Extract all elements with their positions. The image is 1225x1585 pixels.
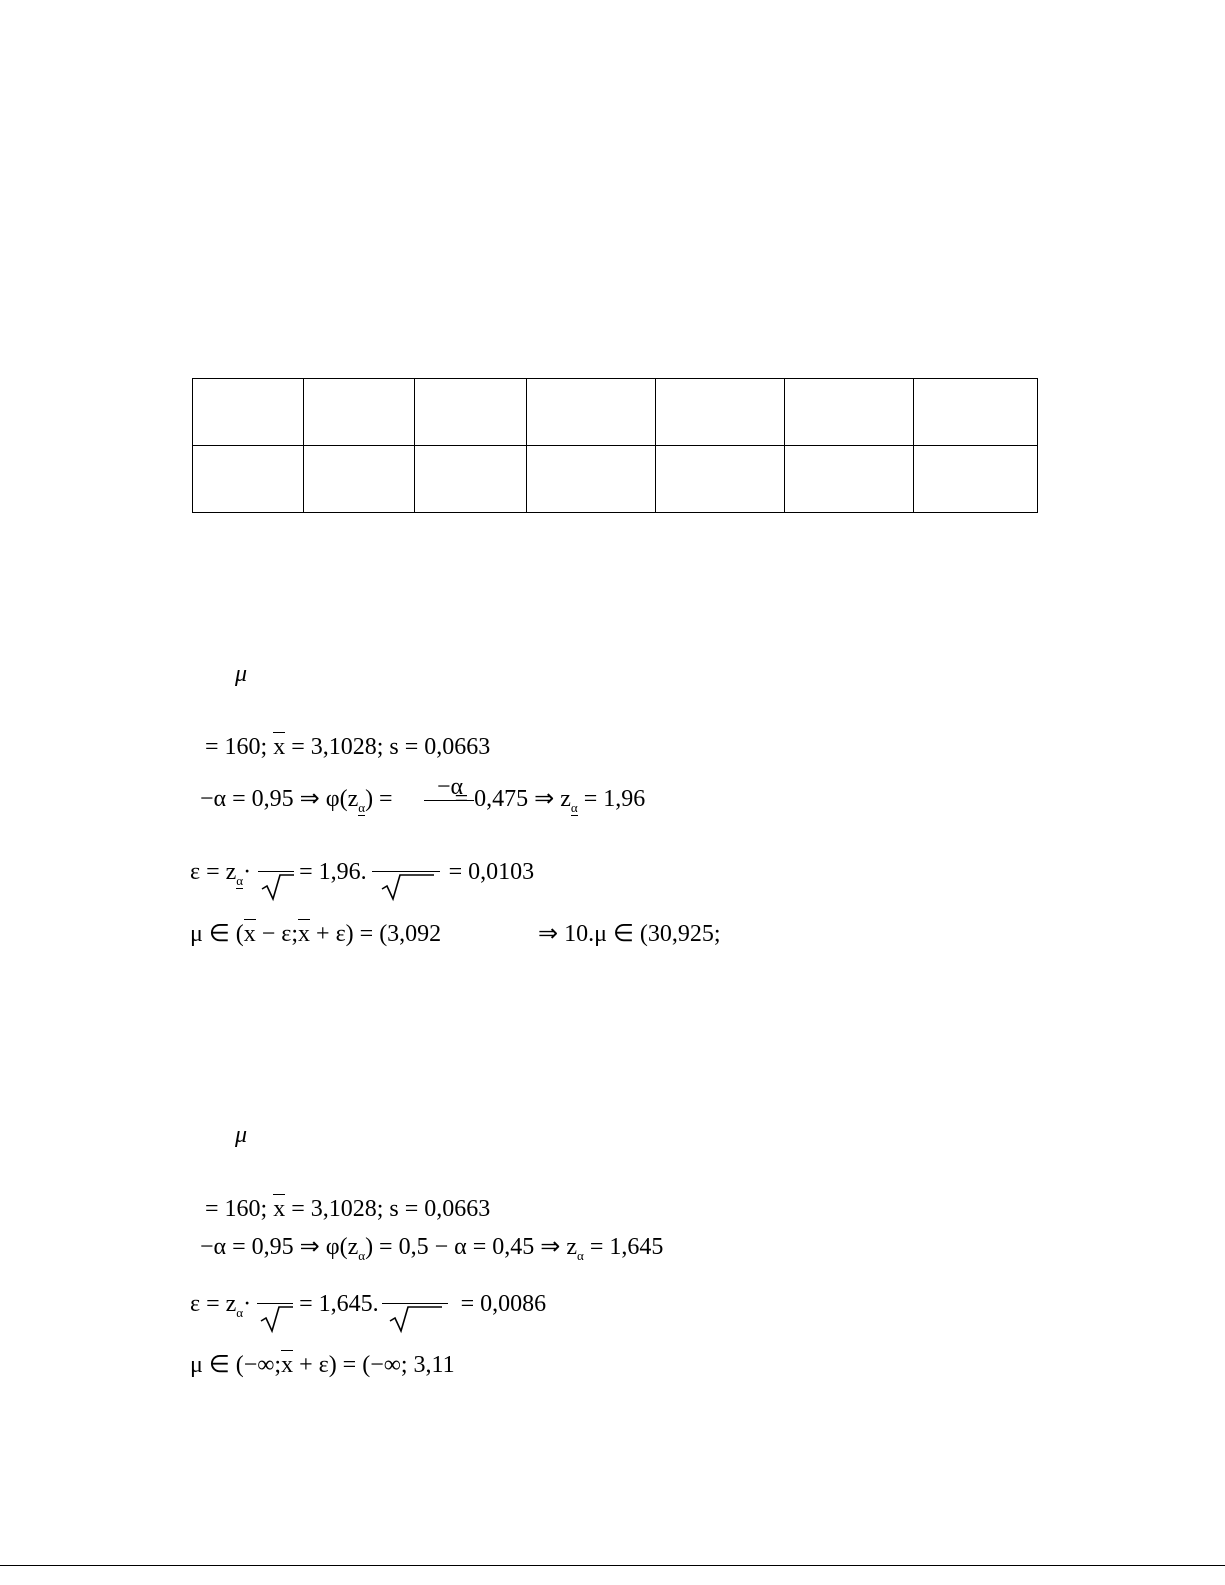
- fraction-numerator: −α: [437, 774, 464, 800]
- sqrt-icon: [380, 872, 436, 902]
- formula-part: = 160;: [205, 1196, 268, 1222]
- table-cell: [415, 446, 527, 513]
- table-cell: [785, 379, 914, 446]
- formula-critical-value: [200, 1235, 663, 1262]
- table-cell: [914, 446, 1038, 513]
- formula-part: −α = 0,95 ⇒ φ(z: [200, 786, 359, 812]
- formula-part: ε = z: [190, 859, 237, 885]
- formula-interval: [190, 922, 441, 946]
- x-bar: x: [273, 1196, 286, 1222]
- table-cell: [914, 379, 1038, 446]
- formula-part: = 0,475 ⇒ z: [454, 786, 571, 812]
- subscript: α: [358, 1247, 366, 1263]
- table-cell: [785, 446, 914, 513]
- table-cell: [304, 446, 415, 513]
- table-cell: [656, 379, 785, 446]
- subscript: α: [358, 799, 366, 815]
- formula-part: ·: [243, 1291, 252, 1317]
- data-table: [192, 378, 1038, 513]
- formula-part: μ ∈ (: [190, 921, 244, 947]
- table-cell: [527, 379, 656, 446]
- x-bar: x: [298, 921, 311, 947]
- formula-part: = 160;: [205, 734, 268, 760]
- mu-symbol: μ: [235, 661, 248, 687]
- fraction-bar: [424, 800, 474, 801]
- formula-critical-value: [200, 787, 645, 814]
- table-cell: [415, 379, 527, 446]
- subscript: α: [236, 1304, 244, 1320]
- formula-part: = 0,0086: [460, 1291, 547, 1317]
- sqrt-icon: [260, 872, 296, 902]
- table-row: [193, 379, 1038, 446]
- formula-part: ) =: [365, 786, 393, 812]
- formula-epsilon: [190, 860, 534, 887]
- formula-part: μ ∈ (−∞;: [190, 1352, 282, 1378]
- mu-symbol: μ: [235, 1122, 248, 1148]
- formula-part: = 1,96.: [299, 859, 367, 885]
- formula-part: = 1,96: [583, 786, 646, 812]
- table-cell: [656, 446, 785, 513]
- formula-part: ) = 0,5 − α = 0,45 ⇒ z: [365, 1234, 577, 1260]
- formula-part: + ε) = (−∞; 3,11: [293, 1352, 455, 1378]
- subscript: α: [577, 1247, 584, 1263]
- table-cell: [304, 379, 415, 446]
- formula-part: = 1,645: [589, 1234, 664, 1260]
- formula-given-values: [205, 1197, 490, 1221]
- formula-epsilon: [190, 1292, 546, 1319]
- sqrt-icon: [388, 1304, 444, 1334]
- formula-part: = 3,1028; s = 0,0663: [291, 734, 491, 760]
- page-bottom-rule: [0, 1565, 1225, 1566]
- formula-part: ·: [243, 859, 252, 885]
- sqrt-icon: [259, 1304, 295, 1334]
- subscript: α: [236, 872, 244, 888]
- x-bar: x: [281, 1352, 294, 1378]
- formula-part: ε = z: [190, 1291, 237, 1317]
- formula-part: = 1,645.: [299, 1291, 379, 1317]
- formula-part: = 3,1028; s = 0,0663: [291, 1196, 491, 1222]
- x-bar: x: [243, 921, 256, 947]
- table-cell: [193, 446, 304, 513]
- formula-part: − ε;: [255, 921, 299, 947]
- formula-part: = 0,0103: [448, 859, 535, 885]
- formula-part: + ε) = (3,092: [310, 921, 442, 947]
- table-cell: [193, 379, 304, 446]
- table-cell: [527, 446, 656, 513]
- formula-interval-scaled: ⇒ 10.μ ∈ (30,925;: [538, 921, 721, 947]
- formula-given-values: [205, 735, 490, 759]
- table-row: [193, 446, 1038, 513]
- formula-interval: [190, 1353, 455, 1377]
- x-bar: x: [273, 734, 286, 760]
- subscript: α: [570, 799, 578, 815]
- formula-part: −α = 0,95 ⇒ φ(z: [200, 1234, 359, 1260]
